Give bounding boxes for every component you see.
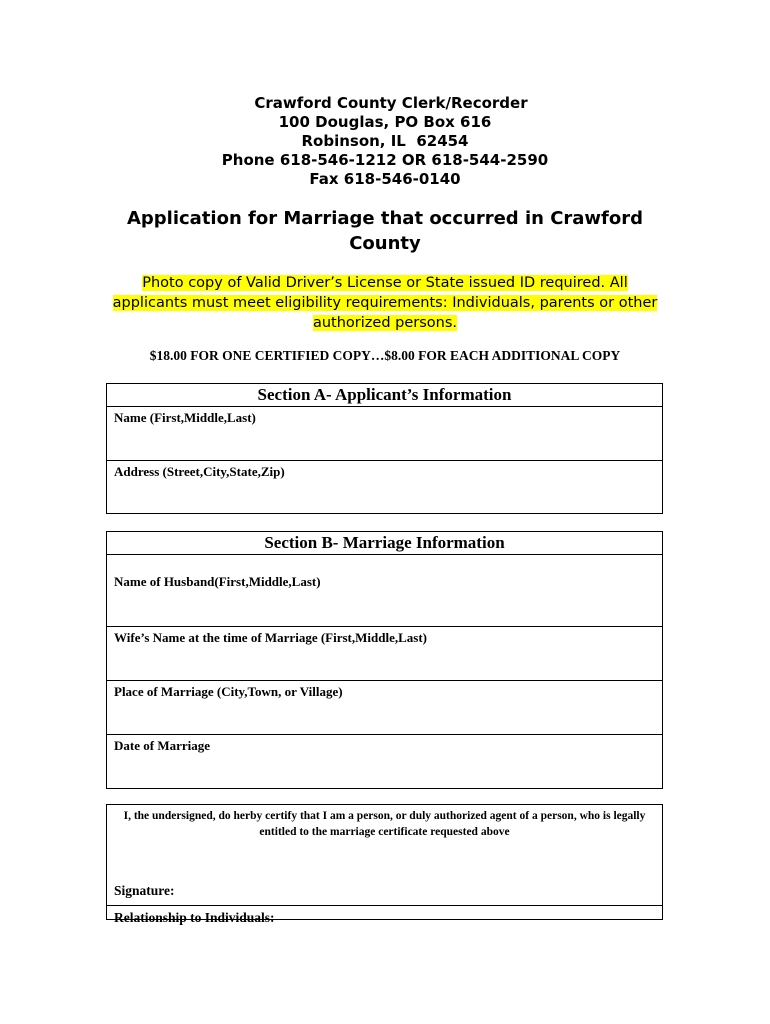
applicant-name-field[interactable] <box>107 407 662 461</box>
wife-name-label: Wife’s Name at the time of Marriage (First,Middle,Last) <box>114 630 427 645</box>
marriage-date-label: Date of Marriage <box>114 738 211 753</box>
relationship-label: Relationship to Individuals: <box>114 910 275 925</box>
id-requirement-notice <box>110 273 660 333</box>
certification-box <box>106 804 663 925</box>
clerk-street-address: 100 Douglas, PO Box 616 <box>278 113 492 131</box>
applicant-name-label: Name (First,Middle,Last) <box>114 410 256 425</box>
clerk-phone: Phone 618-546-1212 OR 618-544-2590 <box>221 151 549 169</box>
clerk-address-header <box>0 94 770 189</box>
husband-name-field[interactable] <box>107 555 662 627</box>
section-a-title: Section A- Applicant’s Information <box>107 384 662 407</box>
highlighted-notice-text: Photo copy of Valid Driver’s License or State issued ID required. All applicants must meet eligibility requirements: Individuals, parents or other authorized persons. <box>112 275 658 331</box>
fee-schedule: $18.00 FOR ONE CERTIFIED COPY…$8.00 FOR EACH ADDITIONAL COPY <box>149 348 621 363</box>
applicant-address-label: Address (Street,City,State,Zip) <box>114 464 285 479</box>
clerk-fax: Fax 618-546-0140 <box>309 170 461 188</box>
signature-label: Signature: <box>114 883 175 898</box>
applicant-address-field[interactable] <box>107 461 662 514</box>
clerk-city-state: Robinson, IL 62454 <box>301 132 469 150</box>
section-a-box <box>106 383 663 514</box>
signature-field[interactable] <box>107 883 662 906</box>
wife-name-field[interactable] <box>107 627 662 681</box>
marriage-place-label: Place of Marriage (City,Town, or Village) <box>114 684 343 699</box>
section-b-box <box>106 531 663 789</box>
marriage-place-field[interactable] <box>107 681 662 735</box>
certification-statement: I, the undersigned, do herby certify that I am a person, or duly authorized agent of a person, who is legally entitled to the marriage certificate requested above <box>123 810 646 838</box>
relationship-field[interactable] <box>107 906 662 926</box>
husband-name-label: Name of Husband(First,Middle,Last) <box>114 574 321 589</box>
marriage-date-field[interactable] <box>107 735 662 789</box>
clerk-office-name: Crawford County Clerk/Recorder <box>254 94 528 112</box>
page-title: Application for Marriage that occurred in Crawford County <box>126 208 644 254</box>
section-b-title: Section B- Marriage Information <box>107 532 662 555</box>
